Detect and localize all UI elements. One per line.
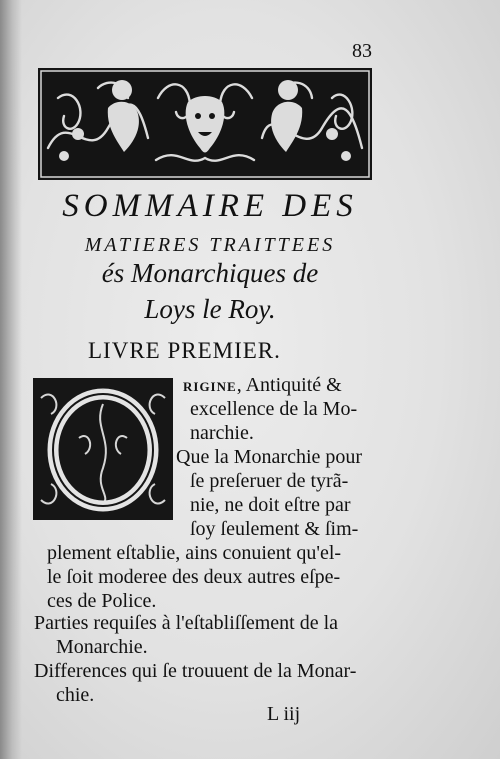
book-heading: LIVRE PREMIER. — [88, 338, 281, 363]
page-gutter-shadow — [0, 0, 22, 759]
paragraph-1-line-2: excellence de la Mo- — [190, 398, 358, 420]
headpiece-ornament — [38, 68, 372, 180]
page-number: 83 — [352, 40, 372, 62]
paragraph-3-line-2: Monarchie. — [56, 636, 148, 658]
paragraph-1-smallcaps: RIGINE — [183, 379, 237, 394]
paragraph-2-line-5: plement eſtablie, ains conuient qu'el- — [47, 542, 342, 564]
signature-mark: L iij — [267, 703, 301, 725]
paragraph-2-line-7: ces de Police. — [47, 590, 157, 612]
paragraph-1-line-1-rest: , Antiquité & — [236, 374, 342, 396]
paragraph-1-line-3: narchie. — [190, 422, 254, 444]
paragraph-1-line-1 — [183, 374, 342, 397]
title-line-1: SOMMAIRE DES — [62, 188, 358, 224]
paragraph-2-line-2: ſe preſeruer de tyrã- — [190, 470, 349, 492]
decorated-initial — [33, 378, 173, 520]
paragraph-2-line-1: Que la Monarchie pour — [176, 446, 363, 468]
title-line-4: Loys le Roy. — [144, 294, 276, 324]
paragraph-3-line-1: Parties requiſes à l'eſtabliſſement de la — [34, 612, 339, 634]
paragraph-2-line-3: nie, ne doit eſtre par — [190, 494, 351, 516]
paragraph-4-line-1: Differences qui ſe trouuent de la Monar- — [34, 660, 357, 682]
title-line-2: MATIERES TRAITTEES — [84, 234, 336, 256]
paragraph-2-line-4: ſoy ſeulement & ſim- — [190, 518, 359, 540]
initial-letter: O — [102, 390, 104, 391]
paragraph-2-line-6: le ſoit moderee des deux autres eſpe- — [47, 566, 341, 588]
title-line-3: és Monarchiques de — [101, 258, 319, 288]
paragraph-4-line-2: chie. — [56, 684, 95, 706]
